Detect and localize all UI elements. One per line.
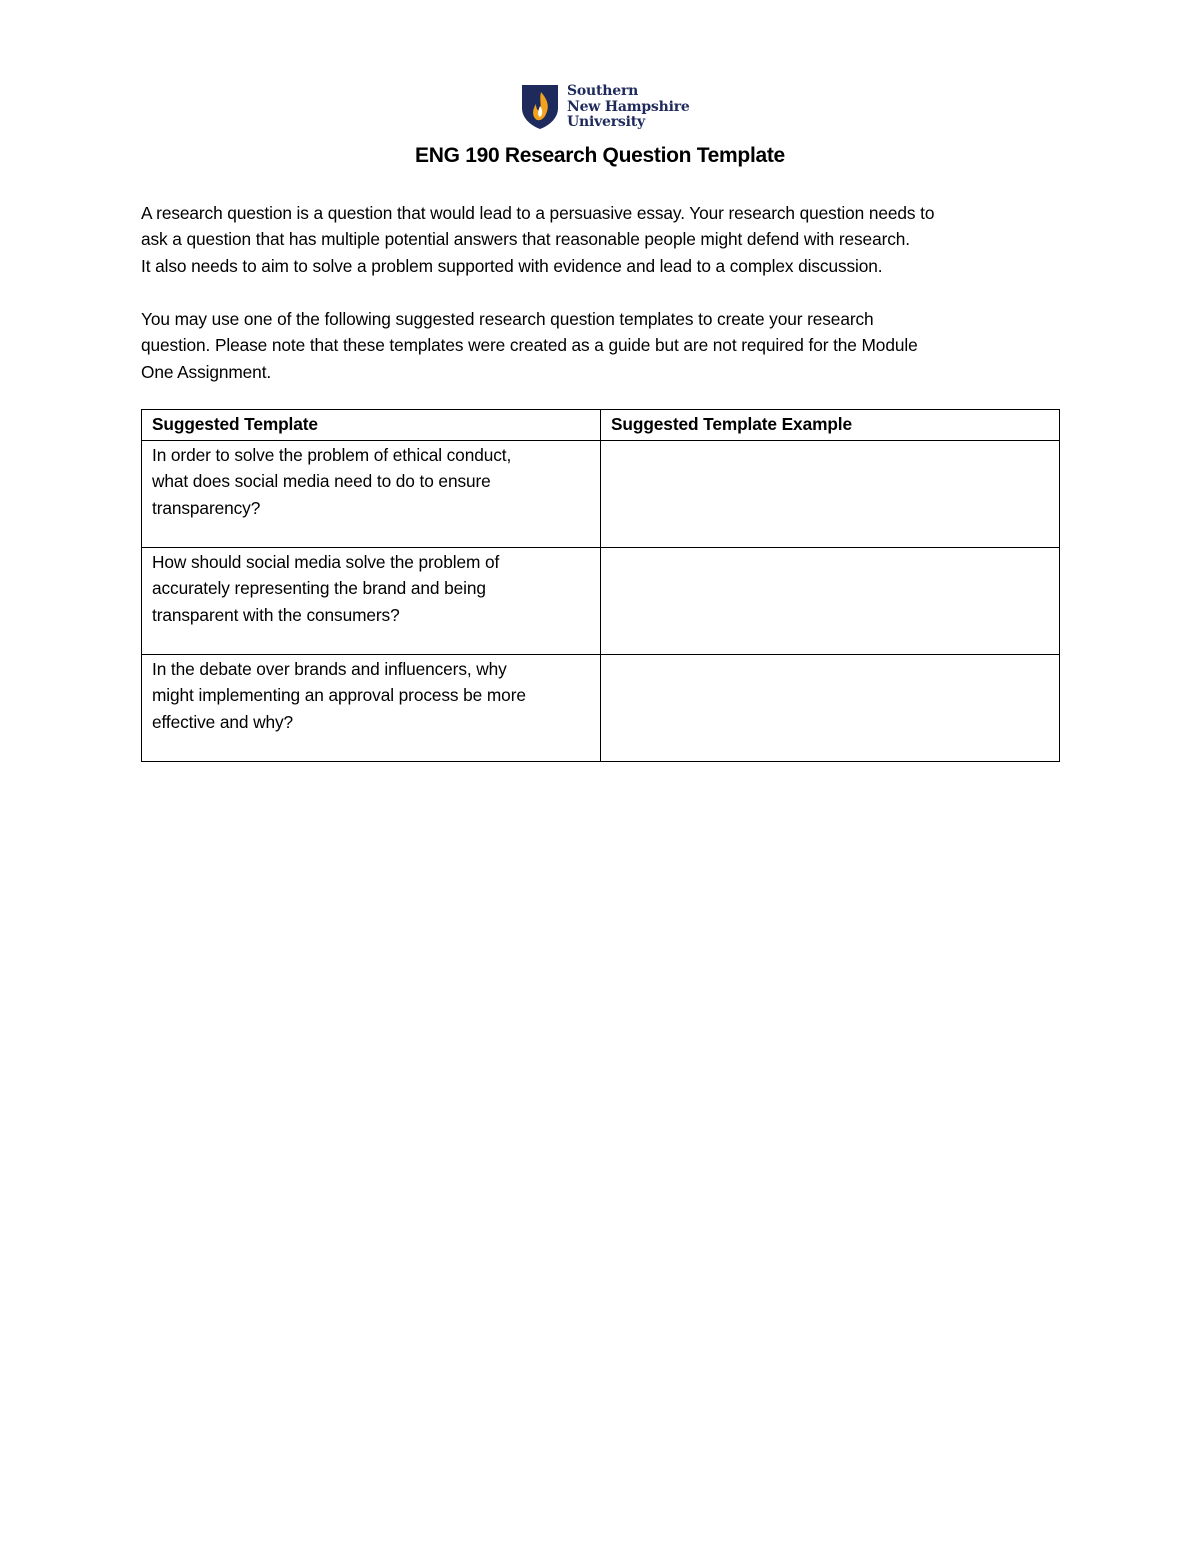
instructions-paragraph — [141, 306, 1066, 385]
cell-line: transparency? — [152, 497, 261, 518]
paragraph-line: ask a question that has multiple potential answers that reasonable people might defend with research. — [141, 229, 910, 250]
template-cell — [142, 548, 601, 655]
cell-line: accurately representing the brand and being — [152, 578, 486, 599]
table-row — [142, 441, 1060, 548]
cell-line: In the debate over brands and influencers, why — [152, 659, 507, 679]
paragraph-line: One Assignment. — [141, 361, 272, 382]
example-cell — [601, 441, 1060, 548]
cell-line: might implementing an approval process be more — [152, 685, 526, 706]
example-cell — [601, 548, 1060, 655]
cell-line: effective and why? — [152, 711, 294, 732]
paragraph-line: You may use one of the following suggested research question templates to create your research — [141, 309, 874, 329]
shield-flame-icon — [521, 84, 559, 130]
cell-line: transparent with the consumers? — [152, 604, 400, 625]
cell-line: How should social media solve the problem of — [152, 552, 500, 572]
paragraph-line: A research question is a question that would lead to a persuasive essay. Your research question needs to — [141, 203, 935, 223]
cell-line: what does social media need to do to ensure — [152, 471, 491, 492]
intro-paragraph — [141, 200, 1066, 279]
logo-wordmark — [567, 84, 690, 131]
template-cell — [142, 441, 601, 548]
template-table — [141, 409, 1060, 762]
column-header-example: Suggested Template Example — [601, 410, 1060, 441]
paragraph-line: question. Please note that these templates were created as a guide but are not required for the Module — [141, 335, 918, 356]
logo-line-2: New Hampshire — [567, 98, 690, 115]
cell-line: In order to solve the problem of ethical conduct, — [152, 445, 512, 465]
table-row — [142, 655, 1060, 762]
example-cell — [601, 655, 1060, 762]
paragraph-line: It also needs to aim to solve a problem supported with evidence and lead to a complex discussion. — [141, 255, 883, 276]
column-header-template: Suggested Template — [142, 410, 601, 441]
logo-line-1: Southern — [567, 83, 639, 99]
document-title: ENG 190 Research Question Template — [415, 144, 785, 167]
table-header-row — [142, 410, 1060, 441]
logo-line-3: University — [567, 114, 645, 130]
template-cell — [142, 655, 601, 762]
table-row — [142, 548, 1060, 655]
university-logo — [521, 84, 690, 132]
